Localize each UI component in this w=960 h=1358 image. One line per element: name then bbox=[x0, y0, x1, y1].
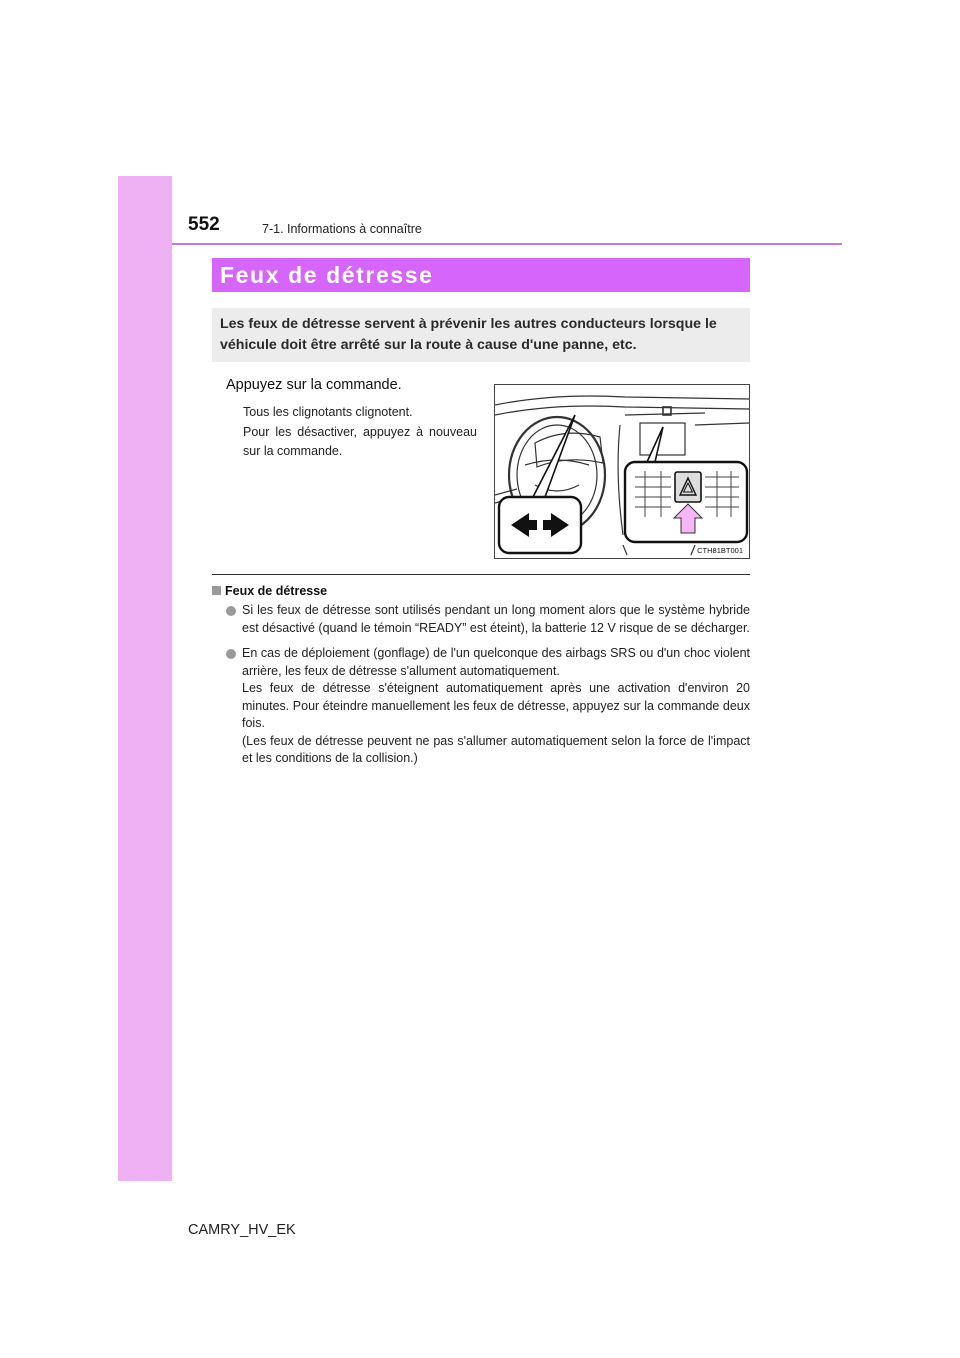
page-number: 552 bbox=[188, 214, 220, 235]
bullet-dot-icon bbox=[226, 649, 236, 659]
footer-model-code: CAMRY_HV_EK bbox=[188, 1222, 296, 1238]
side-tab-band bbox=[118, 176, 172, 1181]
list-item: Si les feux de détresse sont utilisés pendant un long moment alors que le système hybride est désactivé (quand le témoin “READY” est éteint), la batterie 12 V risque de se décharger. bbox=[226, 602, 750, 637]
header-rule bbox=[172, 243, 842, 245]
instruction-note: Pour les désactiver, appuyez à nouveau sur la commande. bbox=[243, 424, 477, 458]
section-header: 7-1. Informations à connaître bbox=[262, 222, 422, 236]
section-divider bbox=[212, 574, 750, 575]
list-item: En cas de déploiement (gonflage) de l'un quelconque des airbags SRS ou d'un choc violent arrière, les feux de détresse s'allument automatiquement. Les feux de détresse s'éteignent automatiquement après une activation d'environ 20 minutes. Pour éteindre manuellement les feux de détresse, appuyez sur la commande deux fois. (Les feux de détresse peuvent ne pas s'allumer automatiquement selon la force de l'impact et les conditions de la collision.) bbox=[226, 645, 750, 768]
dashboard-drawing bbox=[495, 385, 749, 558]
notes-list bbox=[226, 602, 750, 776]
instruction-note: Tous les clignotants clignotent. bbox=[243, 405, 413, 419]
page-title: Feux de détresse bbox=[212, 258, 750, 292]
bullet-dot-icon bbox=[226, 606, 236, 616]
instruction-notes bbox=[243, 403, 477, 462]
hazard-switch-illustration bbox=[494, 384, 750, 559]
intro-box: Les feux de détresse servent à prévenir les autres conducteurs lorsque le véhicule doit être arrêté sur la route à cause d'une panne, etc. bbox=[212, 308, 750, 362]
instruction-main: Appuyez sur la commande. bbox=[226, 377, 402, 393]
notes-heading: Feux de détresse bbox=[212, 584, 327, 598]
square-bullet-icon bbox=[212, 586, 221, 595]
illustration-code: CTH81BT001 bbox=[697, 546, 743, 555]
